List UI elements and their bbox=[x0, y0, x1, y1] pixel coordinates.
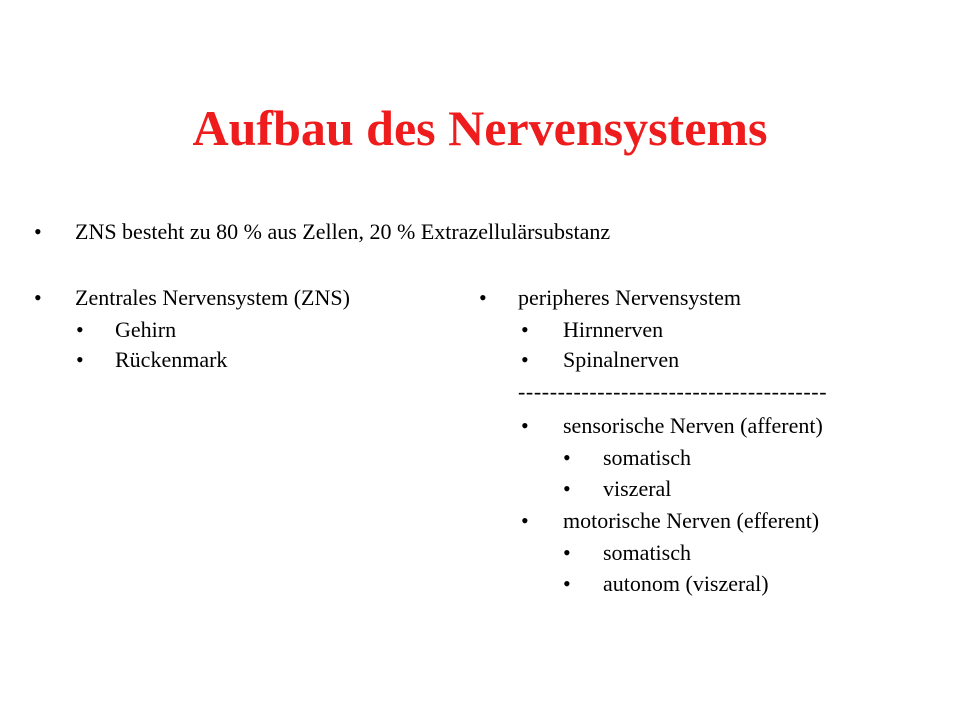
cns-item-spinal-cord: Rückenmark bbox=[115, 347, 228, 372]
bullet-icon: • bbox=[34, 219, 42, 244]
motor-item-autonomic: autonom (viszeral) bbox=[603, 571, 769, 596]
pns-item-cranial-nerves: Hirnnerven bbox=[563, 317, 664, 342]
bullet-icon: • bbox=[563, 540, 571, 565]
bullet-icon: • bbox=[563, 571, 571, 596]
bullet-icon: • bbox=[76, 347, 84, 372]
sensory-nerves-label: sensorische Nerven (afferent) bbox=[563, 413, 823, 438]
motor-nerves-label: motorische Nerven (efferent) bbox=[563, 508, 820, 533]
bullet-icon: • bbox=[521, 508, 529, 533]
bullet-icon: • bbox=[479, 285, 487, 310]
cns-heading: Zentrales Nervensystem (ZNS) bbox=[75, 285, 350, 310]
intro-text: ZNS besteht zu 80 % aus Zellen, 20 % Extrazellulärsubstanz bbox=[75, 219, 611, 244]
pns-heading: peripheres Nervensystem bbox=[518, 285, 741, 310]
separator-line: --------------------------------------- bbox=[518, 379, 828, 404]
bullet-icon: • bbox=[76, 317, 84, 342]
bullet-icon: • bbox=[521, 317, 529, 342]
sensory-item-visceral: viszeral bbox=[603, 476, 672, 501]
motor-item-somatic: somatisch bbox=[603, 540, 691, 565]
slide-title: Aufbau des Nervensystems bbox=[192, 100, 768, 156]
bullet-icon: • bbox=[521, 347, 529, 372]
cns-item-brain: Gehirn bbox=[115, 317, 177, 342]
bullet-icon: • bbox=[34, 285, 42, 310]
bullet-icon: • bbox=[521, 413, 529, 438]
bullet-icon: • bbox=[563, 476, 571, 501]
pns-item-spinal-nerves: Spinalnerven bbox=[563, 347, 680, 372]
bullet-icon: • bbox=[563, 445, 571, 470]
sensory-item-somatic: somatisch bbox=[603, 445, 691, 470]
